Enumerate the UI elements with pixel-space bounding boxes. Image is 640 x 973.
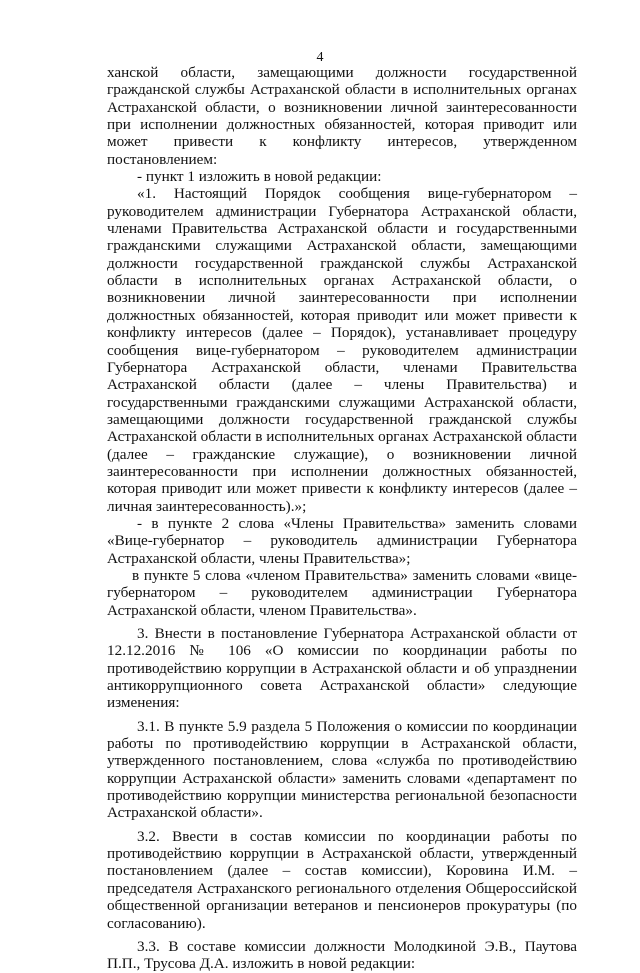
document-body bbox=[107, 64, 577, 973]
paragraph: в пункте 5 слова «членом Правительства» заменить словами «вице-губернатором – руководителем администрации Губернатора Астраханской области, членом Правительства». bbox=[107, 566, 577, 619]
page-number: 4 bbox=[316, 50, 324, 65]
paragraph: 3.3. В составе комиссии должности Молодкиной Э.В., Паутова П.П., Трусова Д.А. изложить в новой редакции: bbox=[107, 937, 577, 973]
paragraph: «1. Настоящий Порядок сообщения вице-губернатором – руководителем администрации Губернатора Астраханской области, членами Правительства Астраханской области и государственными гражданскими служащими Астраханской области, замещающими должности государственной гражданской службы Астраханской области в исполнительных органах Астраханской области, о возникновении личной заинтересованности при исполнении должностных обязанностей, которая приводит или может привести к конфликту интересов (далее – Порядок), устанавливает процедуру сообщения вице-губернатором – руководителем администрации Губернатора Астраханской области, членами Правительства Астраханской области (далее – члены Правительства) и государственными гражданскими служащими Астраханской области, замещающими должности государственной гражданской службы Астраханской области в исполнительных органах Астраханской области (далее – гражданские служащие), о возникновении личной заинтересованности при исполнении должностных обязанностей, которая приводит или может привести к конфликту интересов (далее – личная заинтересованность).»; bbox=[107, 185, 577, 515]
paragraph: - пункт 1 изложить в новой редакции: bbox=[137, 168, 382, 186]
paragraph: 3. Внести в постановление Губернатора Астраханской области от 12.12.2016 № 106 «О комиссии по координации работы по противодействию коррупции в Астраханской области и об упразднении антикоррупционного совета Астраханской области» следующие изменения: bbox=[107, 625, 577, 712]
paragraph: 3.1. В пункте 5.9 раздела 5 Положения о комиссии по координации работы по противодействию коррупции в Астраханской области, утвержденного постановлением, слова «служба по противодействию коррупции Астраханской области» заменить словами «департамент по противодействию коррупции министерства региональной безопасности Астраханской области». bbox=[107, 717, 577, 822]
paragraph: ханской области, замещающими должности государственной гражданской службы Астраханской области в исполнительных органах Астраханской области, о возникновении личной заинтересованности при исполнении должностных обязанностей, которая приводит или может привести к конфликту интересов, утвержденном постановлением: bbox=[107, 64, 577, 168]
paragraph: 3.2. Ввести в состав комиссии по координации работы по противодействию коррупции в Астраханской области, утвержденный постановлением (далее – состав комиссии), Коровина И.М. – председателя Астраханского регионального отделения Общероссийской общественной организации ветеранов и пенсионеров прокуратуры (по согласованию). bbox=[107, 827, 577, 932]
paragraph: - в пункте 2 слова «Члены Правительства» заменить словами «Вице-губернатор – руководитель администрации Губернатора Астраханской области, члены Правительства»; bbox=[107, 514, 577, 567]
